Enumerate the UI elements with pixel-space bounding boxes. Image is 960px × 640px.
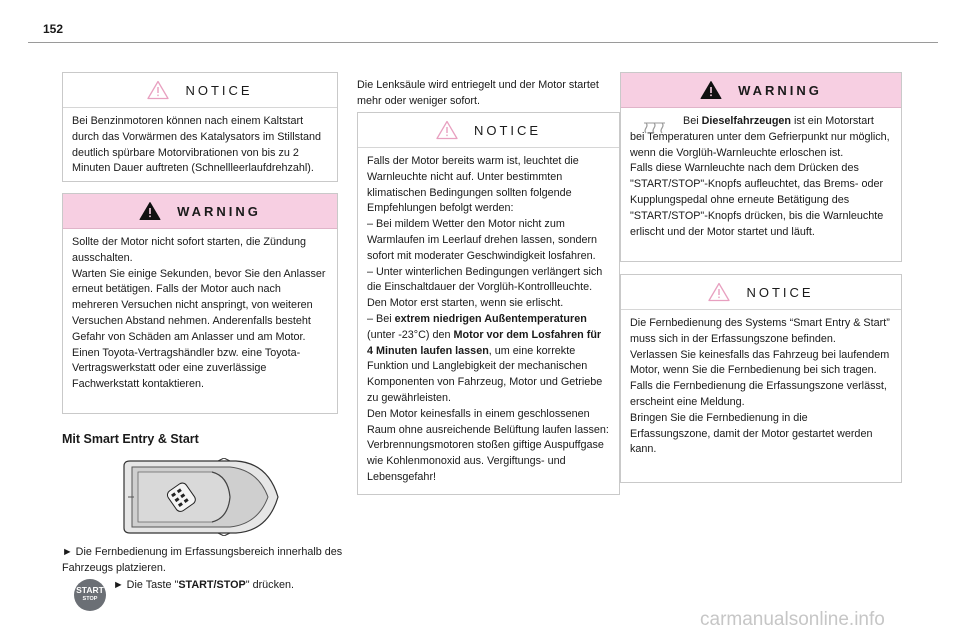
warning-triangle-icon bbox=[147, 80, 169, 100]
warning-body bbox=[621, 108, 901, 246]
warning-text-1: Bei Dieselfahrzeugen ist ein Motorstart bei Temperaturen unter dem Gefrierpunkt nur möglich, wenn die Vorglüh-Warnleuchte erloschen ist. bbox=[630, 115, 890, 159]
page-number: 152 bbox=[43, 22, 64, 36]
warning-triangle-icon bbox=[700, 80, 722, 100]
warning-box-diesel bbox=[620, 72, 902, 262]
start-stop-key-name: START/STOP bbox=[178, 579, 246, 591]
notice-header bbox=[621, 275, 901, 310]
warning-triangle-icon bbox=[708, 282, 730, 302]
warning-label: WARNING bbox=[177, 203, 261, 219]
notice-body bbox=[621, 310, 901, 464]
notice-box-warm-engine bbox=[357, 112, 620, 495]
warning-body bbox=[63, 229, 337, 399]
step-place-remote: ► Die Fernbedienung im Erfassungsbereich innerhalb des Fahrzeugs platzieren. bbox=[62, 546, 343, 574]
notice-body bbox=[63, 108, 337, 183]
notice-box-remote bbox=[620, 274, 902, 483]
watermark: carmanualsonline.info bbox=[700, 609, 885, 630]
steering-column-intro: Die Lenksäule wird entriegelt und der Motor startet mehr oder weniger sofort. bbox=[357, 79, 599, 107]
warning-header bbox=[621, 73, 901, 108]
warning-box-starter bbox=[62, 193, 338, 414]
notice-text-2: – Bei mildem Wetter den Motor nicht zum Warmlaufen im Leerlauf drehen lassen, sondern sofort mit moderater Geschwindigkeit losfahren. bbox=[367, 218, 598, 262]
notice-body bbox=[358, 148, 619, 492]
notice-text-2: Verlassen Sie keinesfalls das Fahrzeug bei laufendem Motor, wenn Sie die Fernbedienung bei sich tragen. bbox=[630, 348, 890, 377]
notice-text-1: Falls der Motor bereits warm ist, leuchtet die Warnleuchte nicht auf. Unter bestimmten klimatischen Bedingungen sollten folgende Empfehlungen befolgt werden: bbox=[367, 155, 579, 215]
header-rule bbox=[28, 42, 938, 43]
notice-label: NOTICE bbox=[185, 82, 253, 98]
warning-triangle-icon bbox=[139, 201, 161, 221]
notice-label: NOTICE bbox=[473, 122, 542, 138]
warning-header bbox=[63, 194, 337, 229]
warning-text-2: Warten Sie einige Sekunden, bevor Sie den Anlasser erneut betätigen. Falls der Motor auch nach mehreren Versuchen nicht anspringt, von weiteren Versuchen Abstand nehmen. Anderenfalls besteht Gefahr von Schäden am Anlasser und am Motor. bbox=[72, 267, 326, 343]
car-top-view-illustration bbox=[118, 458, 281, 536]
notice-box-catalyst bbox=[62, 72, 338, 182]
notice-text-3: Falls die Fernbedienung die Erfassungszone verlässt, erscheint eine Meldung. bbox=[630, 380, 887, 408]
warning-text-2: Falls diese Warnleuchte nach dem Drücken des "START/STOP"-Knopfs aufleuchtet, das Brems- oder Kupplungspedal ohne erneute Betätigung des "START/STOP"-Knopfs drücken, bis die Warnleuchte erlischt und der Motor startet und läuft. bbox=[630, 162, 884, 238]
notice-text-4: Bringen Sie die Fernbedienung in die Erfassungszone, damit der Motor gestartet werden kann. bbox=[630, 411, 873, 456]
warning-text-1: Sollte der Motor nicht sofort starten, die Zündung ausschalten. bbox=[72, 236, 307, 264]
notice-label: NOTICE bbox=[746, 284, 814, 300]
step-press-start: ► Die Taste "START/STOP" drücken. bbox=[113, 579, 294, 591]
notice-text: Bei Benzinmotoren können nach einem Kaltstart durch das Vorwärmen des Katalysators im Stillstand deutlich spürbare Motorvibrationen von bis zu 2 Minuten Dauer auftreten (Schnellleerlaufdrehzahl). bbox=[72, 115, 322, 175]
notice-header bbox=[63, 73, 337, 108]
warning-text-3: Einen Toyota-Vertragshändler bzw. eine Toyota-Vertragswerkstatt oder eine zuverlässige Fachwerkstatt kontaktieren. bbox=[72, 346, 301, 391]
start-stop-button-icon: START STOP bbox=[74, 579, 106, 611]
warning-triangle-icon bbox=[436, 120, 458, 140]
warning-label: WARNING bbox=[738, 82, 822, 98]
notice-header bbox=[358, 113, 619, 148]
notice-text-5: Den Motor keinesfalls in einem geschlossenen Raum ohne ausreichende Belüftung laufen lassen: Verbrennungsmotoren stoßen giftige Auspuffgase wie Kohlenmonoxid aus. Vergiftungs- und Lebensgefahr! bbox=[367, 407, 609, 483]
glow-plug-icon bbox=[643, 120, 673, 136]
notice-text-4: – Bei extrem niedrigen Außentemperaturen (unter -23°C) den Motor vor dem Losfahren für 4 Minuten laufen lassen, um eine korrekte Funktion und Langlebigkeit der mechanischen Komponenten von Fahrzeug, Motor und Getriebe zu gewährleisten. bbox=[367, 312, 603, 404]
notice-text-3: – Unter winterlichen Bedingungen verlängert sich die Einschaltdauer der Vorglüh-Kontrollleuchte. Den Motor erst starten, wenn sie erlischt. bbox=[367, 265, 603, 310]
notice-text-1: Die Fernbedienung des Systems “Smart Entry & Start” muss sich in der Erfassungszone befinden. bbox=[630, 317, 890, 345]
section-title: Mit Smart Entry & Start bbox=[62, 432, 199, 446]
